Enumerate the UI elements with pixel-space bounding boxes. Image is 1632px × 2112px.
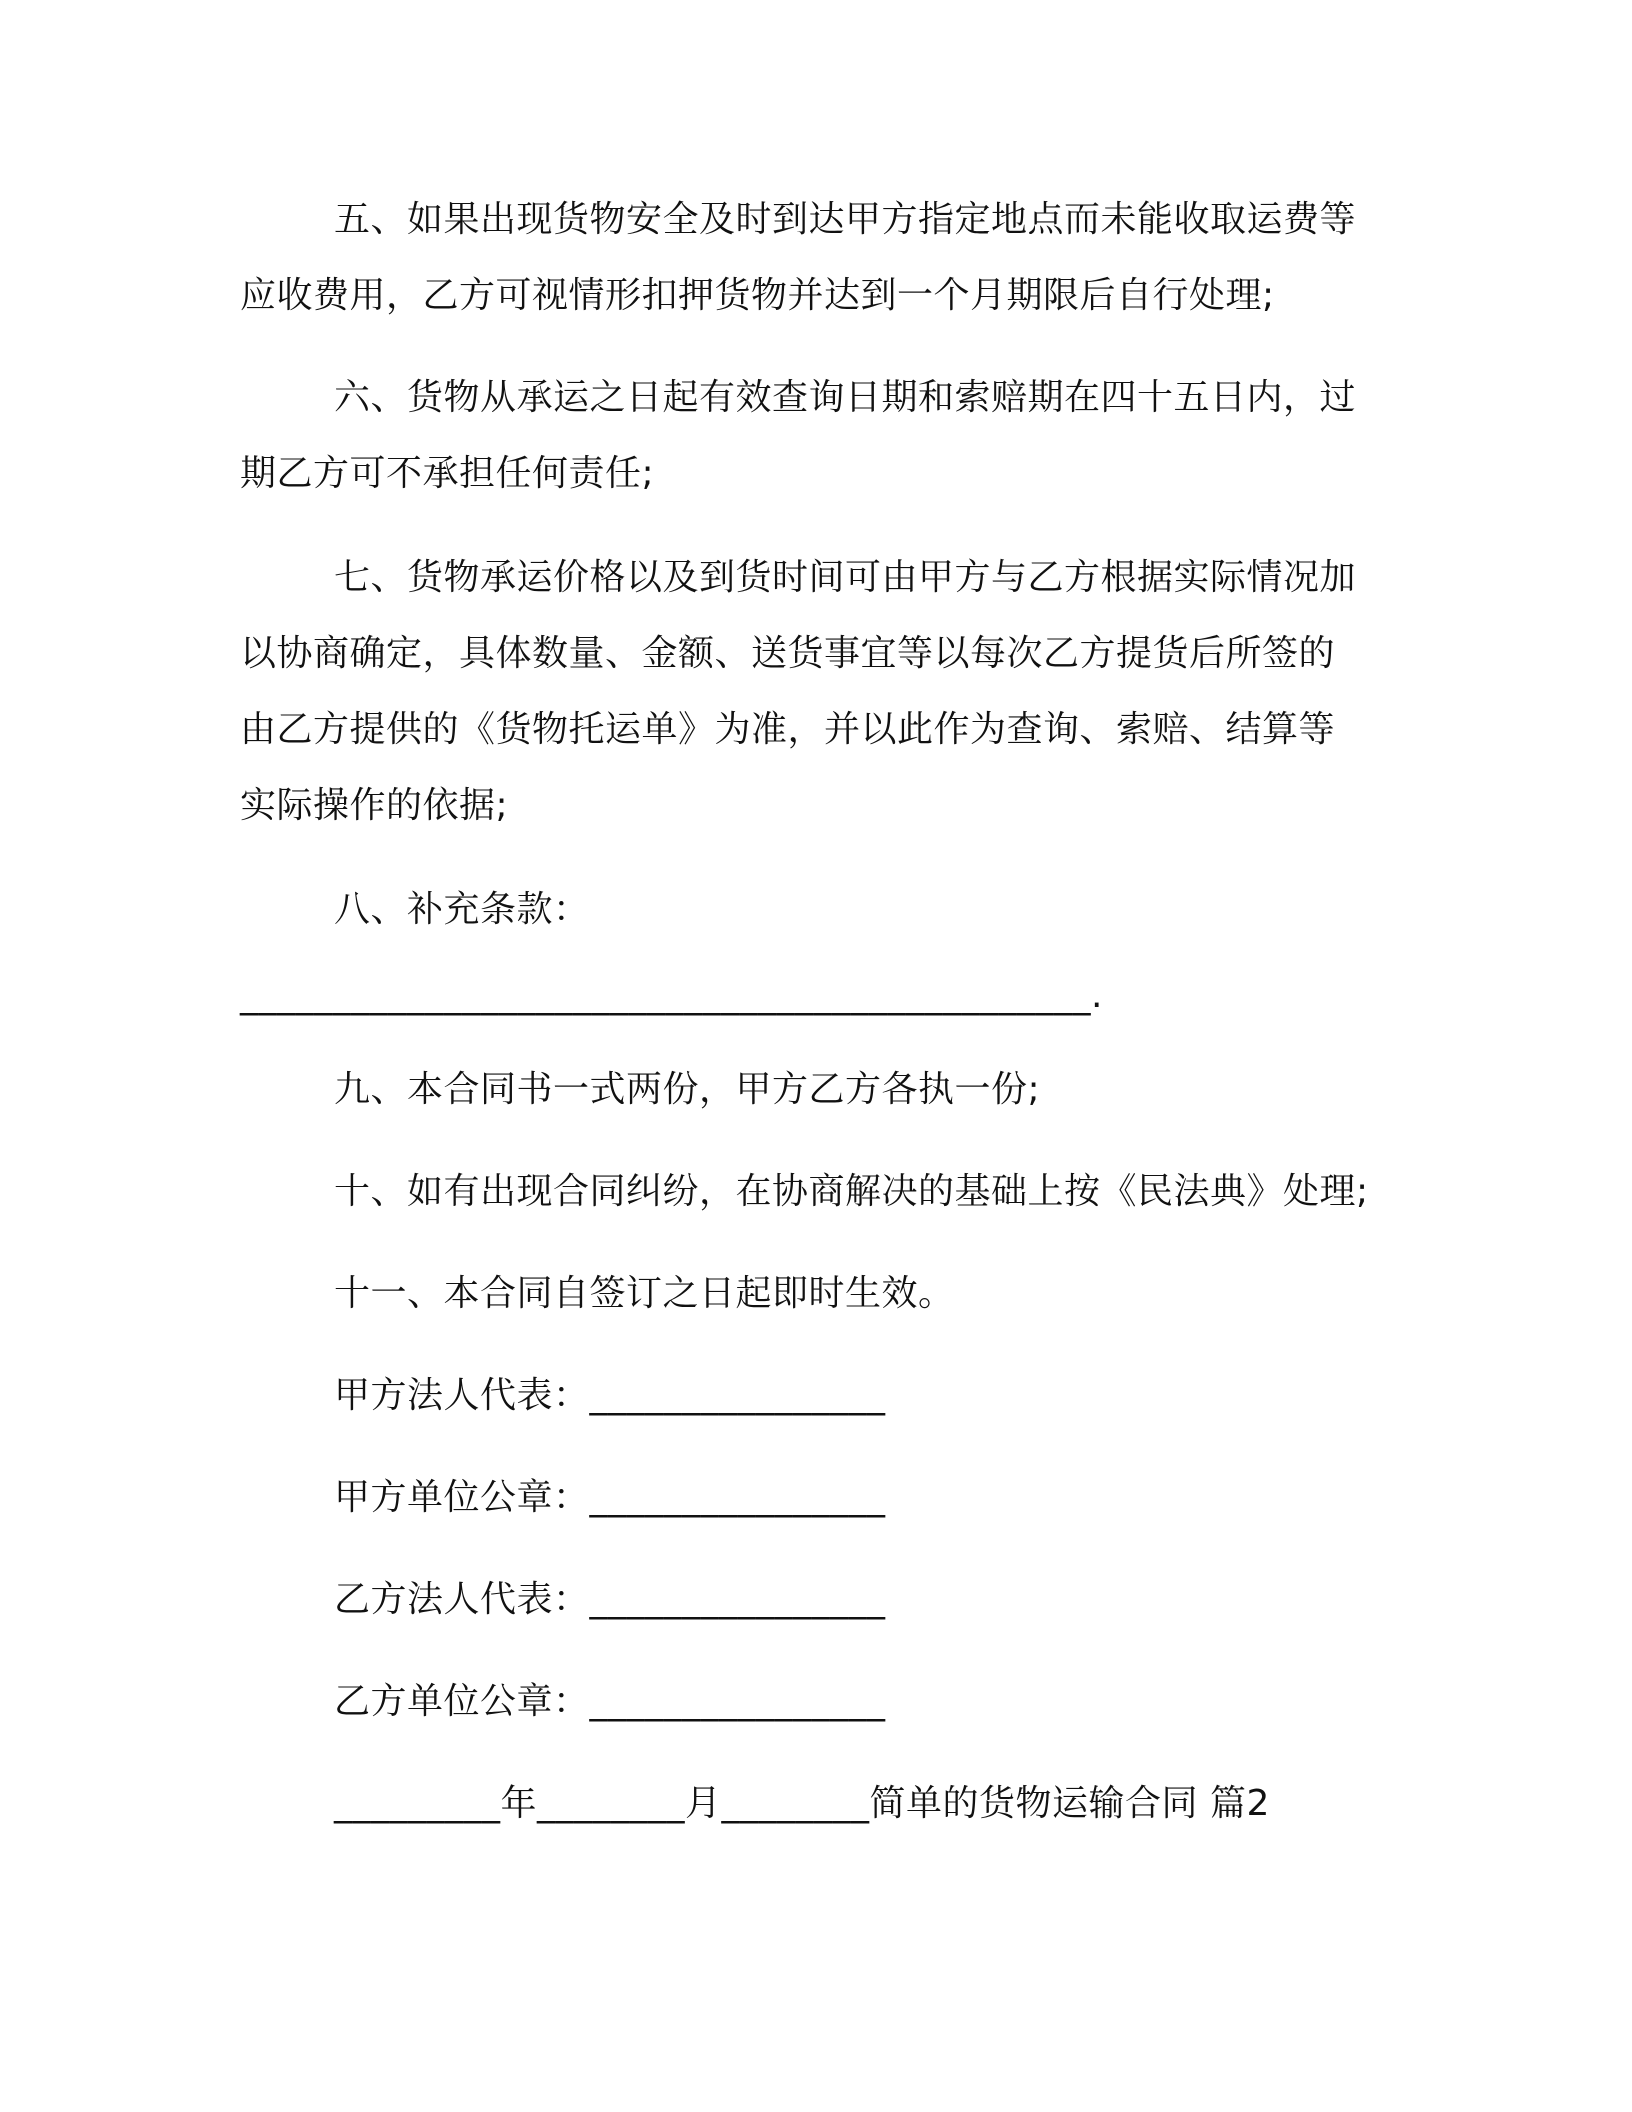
date-and-next-heading: _________年________月________简单的货物运输合同 篇2 [334,1783,1270,1824]
party-b-representative: 乙方法人代表：________________ [334,1579,886,1620]
party-a-representative: 甲方法人代表：________________ [334,1375,886,1416]
clause-8-label: 八、补充条款： [334,889,590,930]
clause-8-blank: ______________________________________________. [240,975,1103,1016]
clause-9: 九、本合同书一式两份，甲方乙方各执一份; [334,1069,1041,1110]
clause-7-line-4: 实际操作的依据; [240,785,509,826]
party-a-seal: 甲方单位公章：________________ [334,1477,886,1518]
clause-7-line-3: 由乙方提供的《货物托运单》为准，并以此作为查询、索赔、结算等 [240,709,1336,750]
clause-5-line-2: 应收费用，乙方可视情形扣押货物并达到一个月期限后自行处理; [240,275,1275,316]
clause-7-line-1: 七、货物承运价格以及到货时间可由甲方与乙方根据实际情况加 [334,557,1357,598]
party-b-seal: 乙方单位公章：________________ [334,1681,886,1722]
clause-10: 十、如有出现合同纠纷，在协商解决的基础上按《民法典》处理; [334,1171,1369,1212]
clause-11: 十一、本合同自签订之日起即时生效。 [334,1273,955,1314]
clause-5-line-1: 五、如果出现货物安全及时到达甲方指定地点而未能收取运费等 [334,199,1357,240]
clause-7-line-2: 以协商确定，具体数量、金额、送货事宜等以每次乙方提货后所签的 [240,633,1336,674]
clause-6-line-1: 六、货物从承运之日起有效查询日期和索赔期在四十五日内，过 [334,377,1357,418]
clause-6-line-2: 期乙方可不承担任何责任; [240,453,655,494]
